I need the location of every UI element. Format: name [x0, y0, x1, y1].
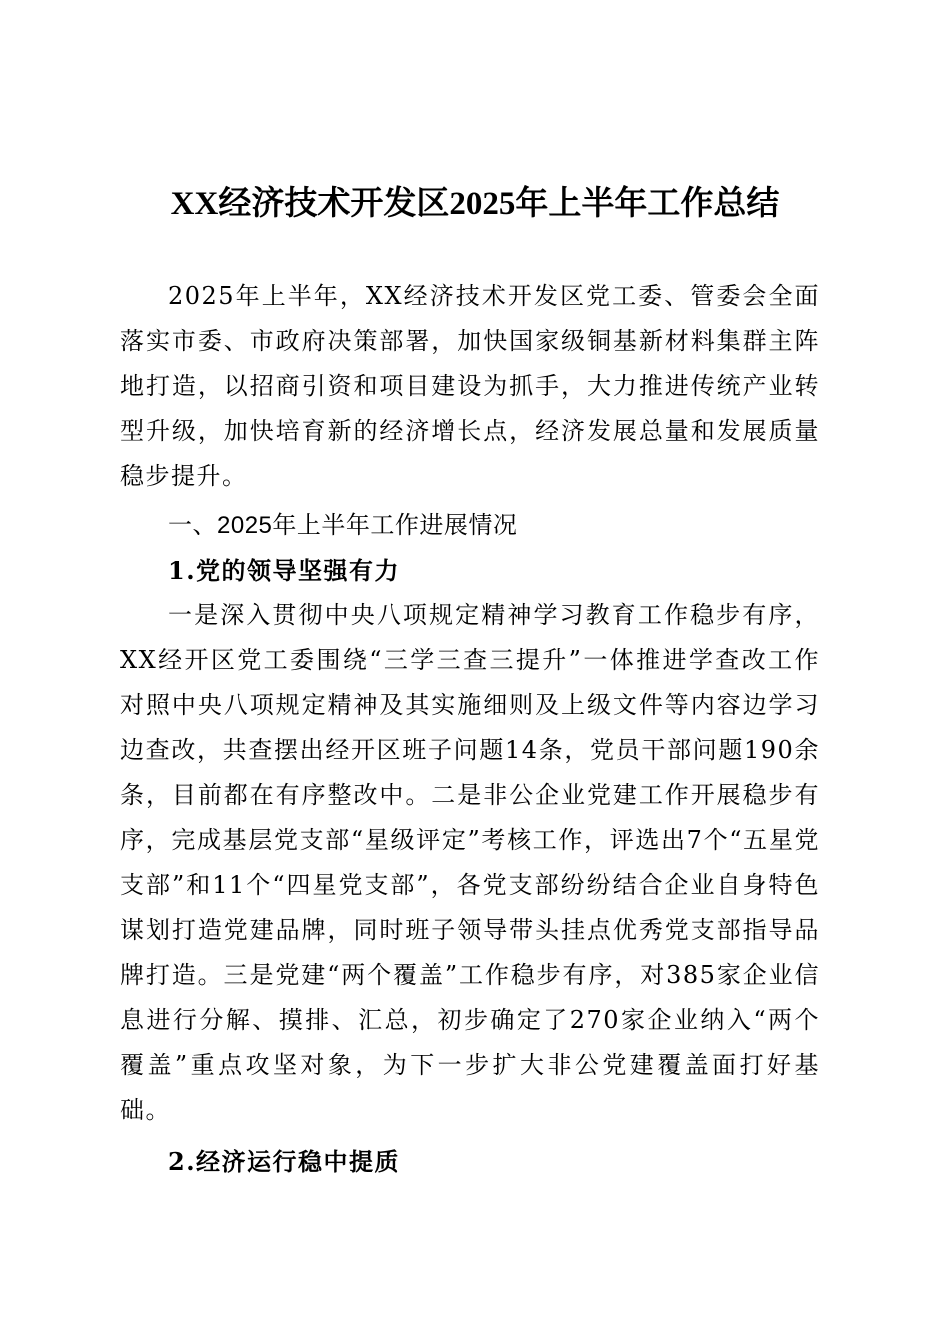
- subsection-heading-1: 1.党的领导坚强有力: [168, 556, 401, 585]
- document-body: [120, 274, 820, 1184]
- intro-paragraph: 2025年上半年，XX经济技术开发区党工委、管委会全面落实市委、市政府决策部署，加快国家级铜基新材料集群主阵地打造，以招商引资和项目建设为抓手，大力推进传统产业转型升级，加快培育新的经济增长点，经济发展总量和发展质量稳步提升。: [120, 282, 820, 490]
- section-heading-1: 一、2025年上半年工作进展情况: [168, 512, 518, 539]
- subsection-heading-2: 2.经济运行稳中提质: [168, 1147, 401, 1176]
- subsection-1-paragraph: 一是深入贯彻中央八项规定精神学习教育工作稳步有序，XX经开区党工委围绕“三学三查三提升”一体推进学查改工作对照中央八项规定精神及其实施细则及上级文件等内容边学习边查改，共查摆出经开区班子问题14条，党员干部问题190余条，目前都在有序整改中。二是非公企业党建工作开展稳步有序，完成基层党支部“星级评定”考核工作，评选出7个“五星党支部”和11个“四星党支部”，各党支部纷纷结合企业自身特色谋划打造党建品牌，同时班子领导带头挂点优秀党支部指导品牌打造。三是党建“两个覆盖”工作稳步有序，对385家企业信息进行分解、摸排、汇总，初步确定了270家企业纳入“两个覆盖”重点攻坚对象，为下一步扩大非公党建覆盖面打好基础。: [120, 601, 820, 1124]
- document-title: XX经济技术开发区2025年上半年工作总结: [170, 186, 780, 222]
